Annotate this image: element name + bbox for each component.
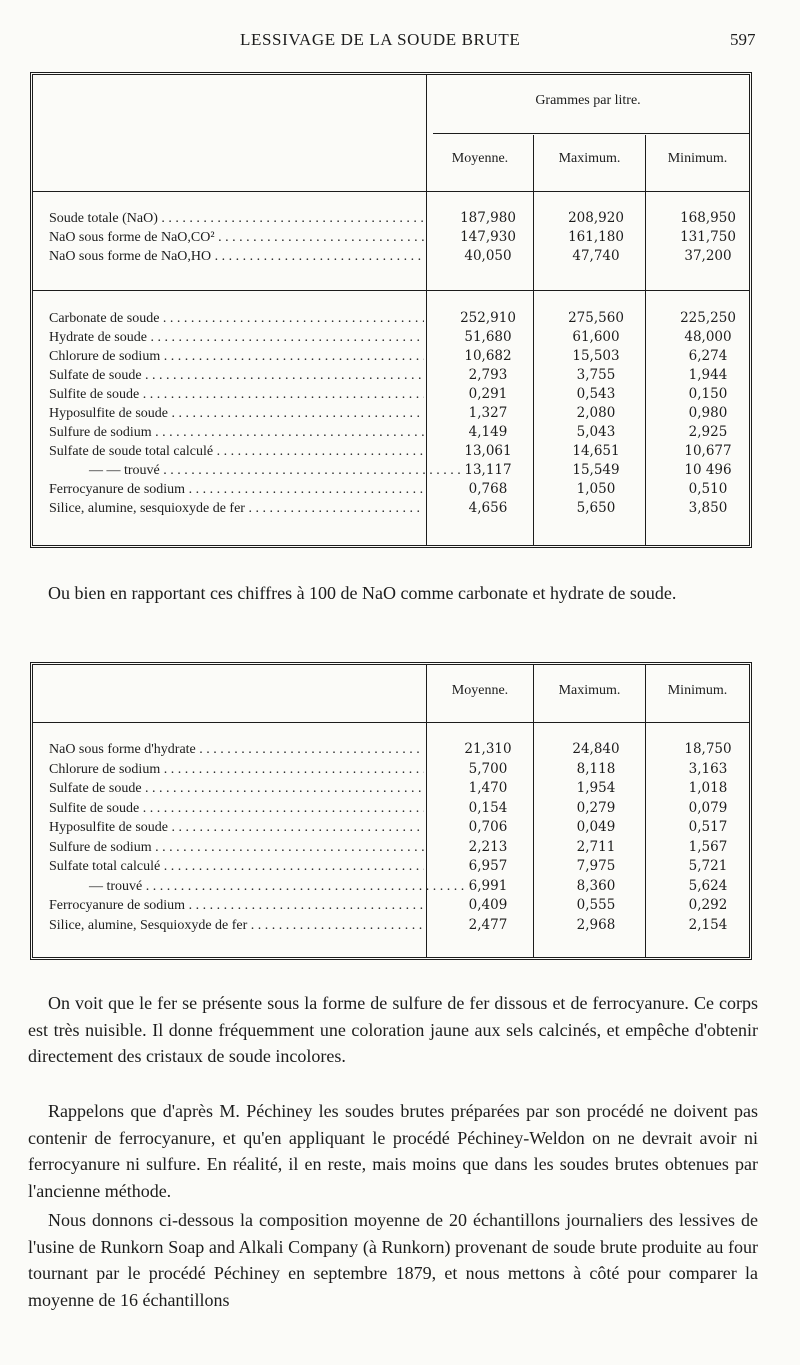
table-row [33,818,755,837]
row-label: Sulfite de soude . . . [49,799,424,818]
cell-maximum: 61,600 [572,329,620,345]
cell-minimum: 2,154 [688,916,728,933]
table-row [33,877,755,896]
table-row [33,328,755,347]
cell-moyenne: 0,409 [468,897,508,913]
cell-minimum: 18,750 [684,741,732,757]
table-row [33,779,755,798]
cell-minimum: 0,510 [688,481,728,497]
cell-maximum: 3,755 [576,367,616,383]
cell-maximum: 7,975 [576,858,616,874]
column-header-maximum: Maximum. [558,683,621,698]
table-row [33,404,755,423]
cell-moyenne: 5,700 [468,760,508,777]
cell-moyenne: 252,910 [460,310,516,326]
cell-moyenne: 4,656 [468,500,508,516]
cell-moyenne: 51,680 [464,329,512,345]
cell-moyenne: 21,310 [464,741,512,757]
row-label: Chlorure de sodium . . . [49,347,424,366]
cell-minimum: 225,250 [680,310,736,326]
row-label: Sulfate total calculé . . . [49,857,424,876]
cell-moyenne: 13,117 [464,462,512,478]
cell-minimum: 37,200 [684,248,732,264]
cell-minimum: 1,018 [688,780,728,796]
table-row [33,499,755,518]
cell-maximum: 15,503 [572,348,620,364]
row-label: Soude totale (NaO) . . . [49,209,424,228]
table-row [33,799,755,818]
running-head [0,30,800,56]
cell-maximum: 5,043 [576,424,616,440]
header-rule [33,191,749,192]
paragraph-runkorn-samples: Nous donnons ci-dessous la composition moyenne de 20 échantillons journaliers des lessives de l'usine de Runkorn Soap and Alkali Company (à Runkorn) provenant de soude brute produite au four tournant par le procédé Péchiney en septembre 1879, et nous mettons à côté pour comparer la moyenne de 16 échantillons [28,1210,758,1310]
cell-moyenne: 187,980 [460,210,516,226]
column-header-maximum: Maximum. [558,151,621,166]
cell-moyenne: 40,050 [464,248,512,264]
column-header-minimum: Minimum. [667,151,728,166]
composition-table-grams-per-litre [30,72,752,548]
cell-maximum: 5,650 [576,500,616,516]
table-row [33,209,755,228]
cell-maximum: 0,543 [576,386,616,402]
cell-minimum: 0,517 [688,819,728,835]
row-label: Sulfate de soude total calculé . . . [49,442,424,461]
cell-minimum: 5,721 [688,858,728,874]
row-label: Sulfure de sodium . . . [49,423,424,442]
cell-moyenne: 1,327 [468,405,508,421]
page-number: 597 [730,30,756,49]
table-row [33,442,755,461]
cell-maximum: 0,049 [576,819,616,835]
running-title: LESSIVAGE DE LA SOUDE BRUTE [240,30,521,49]
group-header: Grammes par litre. [535,93,641,108]
cell-minimum: 168,950 [680,210,736,226]
row-label: Hyposulfite de soude . . . [49,404,424,423]
table-row [33,857,755,876]
cell-maximum: 2,080 [576,405,616,421]
cell-maximum: 24,840 [572,741,620,757]
row-label: Hydrate de soude . . . [49,328,424,347]
row-label: NaO sous forme d'hydrate . . . [49,740,424,759]
cell-minimum: 48,000 [684,329,732,345]
row-label: Silice, alumine, Sesquioxyde de fer . . . [49,916,424,935]
table-row [33,228,755,247]
cell-minimum: 6,274 [688,348,728,364]
cell-moyenne: 0,154 [468,799,508,816]
cell-maximum: 0,555 [576,897,616,913]
row-label: — — trouvé . . . [49,461,464,480]
table-row [33,461,755,480]
cell-moyenne: 2,477 [468,916,508,933]
cell-minimum: 0,980 [688,405,728,421]
cell-maximum: 15,549 [572,462,620,478]
row-label: Ferrocyanure de sodium . . . [49,896,424,915]
header-rule [33,722,749,723]
cell-minimum: 5,624 [688,877,728,894]
cell-moyenne: 0,291 [468,386,508,402]
cell-minimum: 3,850 [688,500,728,516]
row-label: Silice, alumine, sesquioxyde de fer . . . [49,499,424,518]
cell-minimum: 3,163 [688,760,728,777]
row-label: — trouvé . . . [49,877,464,896]
table-row [33,366,755,385]
row-label: Sulfate de soude . . . [49,366,424,385]
paragraph-ratio-intro: Ou bien en rapportant ces chiffres à 100 de NaO comme carbonate et hydrate de soude. [48,583,677,603]
table-row [33,247,755,266]
cell-moyenne: 13,061 [464,443,512,459]
paragraph-iron-sulfide: On voit que le fer se présente sous la forme de sulfure de fer dissous et de ferrocyanure. Ce corps est très nuisible. Il donne fréquemment une coloration jaune aux sels calcinés, et empêche d'obtenir directement des cristaux de soude incolores. [28,993,758,1066]
cell-moyenne: 147,930 [460,229,516,245]
table-row [33,760,755,779]
row-label: Chlorure de sodium . . . [49,760,424,779]
section-rule [33,290,749,291]
cell-maximum: 47,740 [572,248,620,264]
cell-maximum: 2,711 [576,838,616,855]
column-header-moyenne: Moyenne. [451,683,509,698]
row-label: Carbonate de soude . . . [49,309,424,328]
cell-maximum: 2,968 [576,916,616,933]
cell-moyenne: 2,213 [468,838,508,855]
row-label: NaO sous forme de NaO,HO . . . [49,247,424,266]
row-label: NaO sous forme de NaO,CO² . . . [49,228,424,247]
cell-moyenne: 0,768 [468,481,508,497]
cell-minimum: 1,944 [688,367,728,383]
cell-maximum: 1,050 [576,481,616,497]
cell-minimum: 10,677 [684,443,732,459]
cell-maximum: 275,560 [568,310,624,326]
row-label: Sulfate de soude . . . [49,779,424,798]
row-label: Hyposulfite de soude . . . [49,818,424,837]
cell-moyenne: 0,706 [468,819,508,835]
composition-table-per-100-nao [30,662,752,960]
row-label: Sulfite de soude . . . [49,385,424,404]
table-row [33,480,755,499]
cell-moyenne: 6,957 [468,858,508,874]
cell-maximum: 208,920 [568,210,624,226]
cell-maximum: 0,279 [576,799,616,816]
table-row [33,896,755,915]
paragraph-pechiney: Rappelons que d'après M. Péchiney les soudes brutes préparées par son procédé ne doivent pas contenir de ferrocyanure, et qu'en appliquant le procédé Péchiney-Weldon on ne devrait avoir ni ferrocyanure ni sulfure. En réalité, il en reste, mais moins que dans les soudes brutes obtenues par l'ancienne méthode. [28,1101,758,1201]
cell-maximum: 8,118 [576,760,616,777]
table-row [33,385,755,404]
table-row [33,740,755,759]
cell-maximum: 1,954 [576,780,616,796]
cell-minimum: 1,567 [688,838,728,855]
cell-moyenne: 4,149 [468,424,508,440]
cell-moyenne: 6,991 [468,877,508,894]
cell-minimum: 2,925 [688,424,728,440]
cell-minimum: 0,150 [688,386,728,402]
cell-moyenne: 2,793 [468,367,508,383]
table-row [33,423,755,442]
cell-maximum: 14,651 [572,443,620,459]
column-header-moyenne: Moyenne. [451,151,509,166]
table-row [33,916,755,935]
cell-minimum: 0,079 [688,799,728,816]
cell-minimum: 10 496 [684,462,732,478]
group-header-brace [433,133,749,134]
table-row [33,309,755,328]
cell-minimum: 0,292 [688,897,728,913]
cell-moyenne: 1,470 [468,780,508,796]
row-label: Sulfure de sodium . . . [49,838,424,857]
cell-maximum: 161,180 [568,229,624,245]
cell-moyenne: 10,682 [464,348,512,364]
cell-minimum: 131,750 [680,229,736,245]
row-label: Ferrocyanure de sodium . . . [49,480,424,499]
table-row [33,838,755,857]
column-header-minimum: Minimum. [667,683,728,698]
cell-maximum: 8,360 [576,877,616,894]
table-row [33,347,755,366]
